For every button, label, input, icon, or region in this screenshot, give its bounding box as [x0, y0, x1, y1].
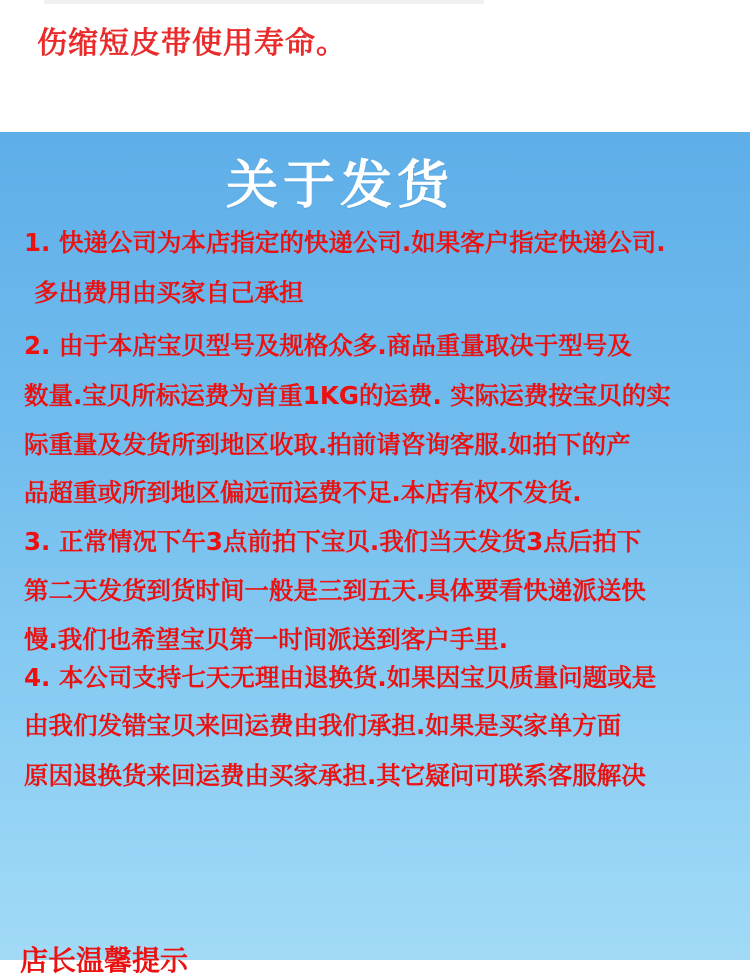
- policy-line-9: 慢.我们也希望宝贝第一时间派送到客户手里.: [24, 625, 509, 654]
- next-section-heading: 店长温馨提示: [20, 944, 189, 977]
- policy-line-11: 由我们发错宝贝来回运费由我们承担.如果是买家单方面: [24, 711, 622, 740]
- top-note-text: 伤缩短皮带使用寿命。: [37, 26, 347, 61]
- policy-line-7: 3. 正常情况下午3点前拍下宝贝.我们当天发货3点后拍下: [24, 527, 642, 556]
- policy-line-4: 数量.宝贝所标运费为首重1KG的运费. 实际运费按宝贝的实: [24, 381, 671, 410]
- policy-line-3: 2. 由于本店宝贝型号及规格众多.商品重量取决于型号及: [24, 331, 632, 360]
- top-content-section: [0, 0, 750, 132]
- policy-line-8: 第二天发货到货时间一般是三到五天.具体要看快递派送快: [24, 576, 646, 605]
- policy-line-1: 1. 快递公司为本店指定的快递公司.如果客户指定快递公司.: [24, 228, 666, 257]
- policy-line-5: 际重量及发货所到地区收取.拍前请咨询客服.如拍下的产: [24, 430, 631, 459]
- policy-line-2: 多出费用由买家自己承担: [34, 278, 304, 307]
- policy-line-10: 4. 本公司支持七天无理由退换货.如果因宝贝质量问题或是: [24, 663, 657, 692]
- shipping-info-panel: [0, 132, 750, 977]
- shipping-title: 关于发货: [225, 156, 454, 216]
- policy-line-12: 原因退换货来回运费由买家承担.其它疑问可联系客服解决: [24, 761, 646, 790]
- cropped-text-remnant: [44, 0, 484, 4]
- policy-line-6: 品超重或所到地区偏远而运费不足.本店有权不发货.: [24, 478, 582, 507]
